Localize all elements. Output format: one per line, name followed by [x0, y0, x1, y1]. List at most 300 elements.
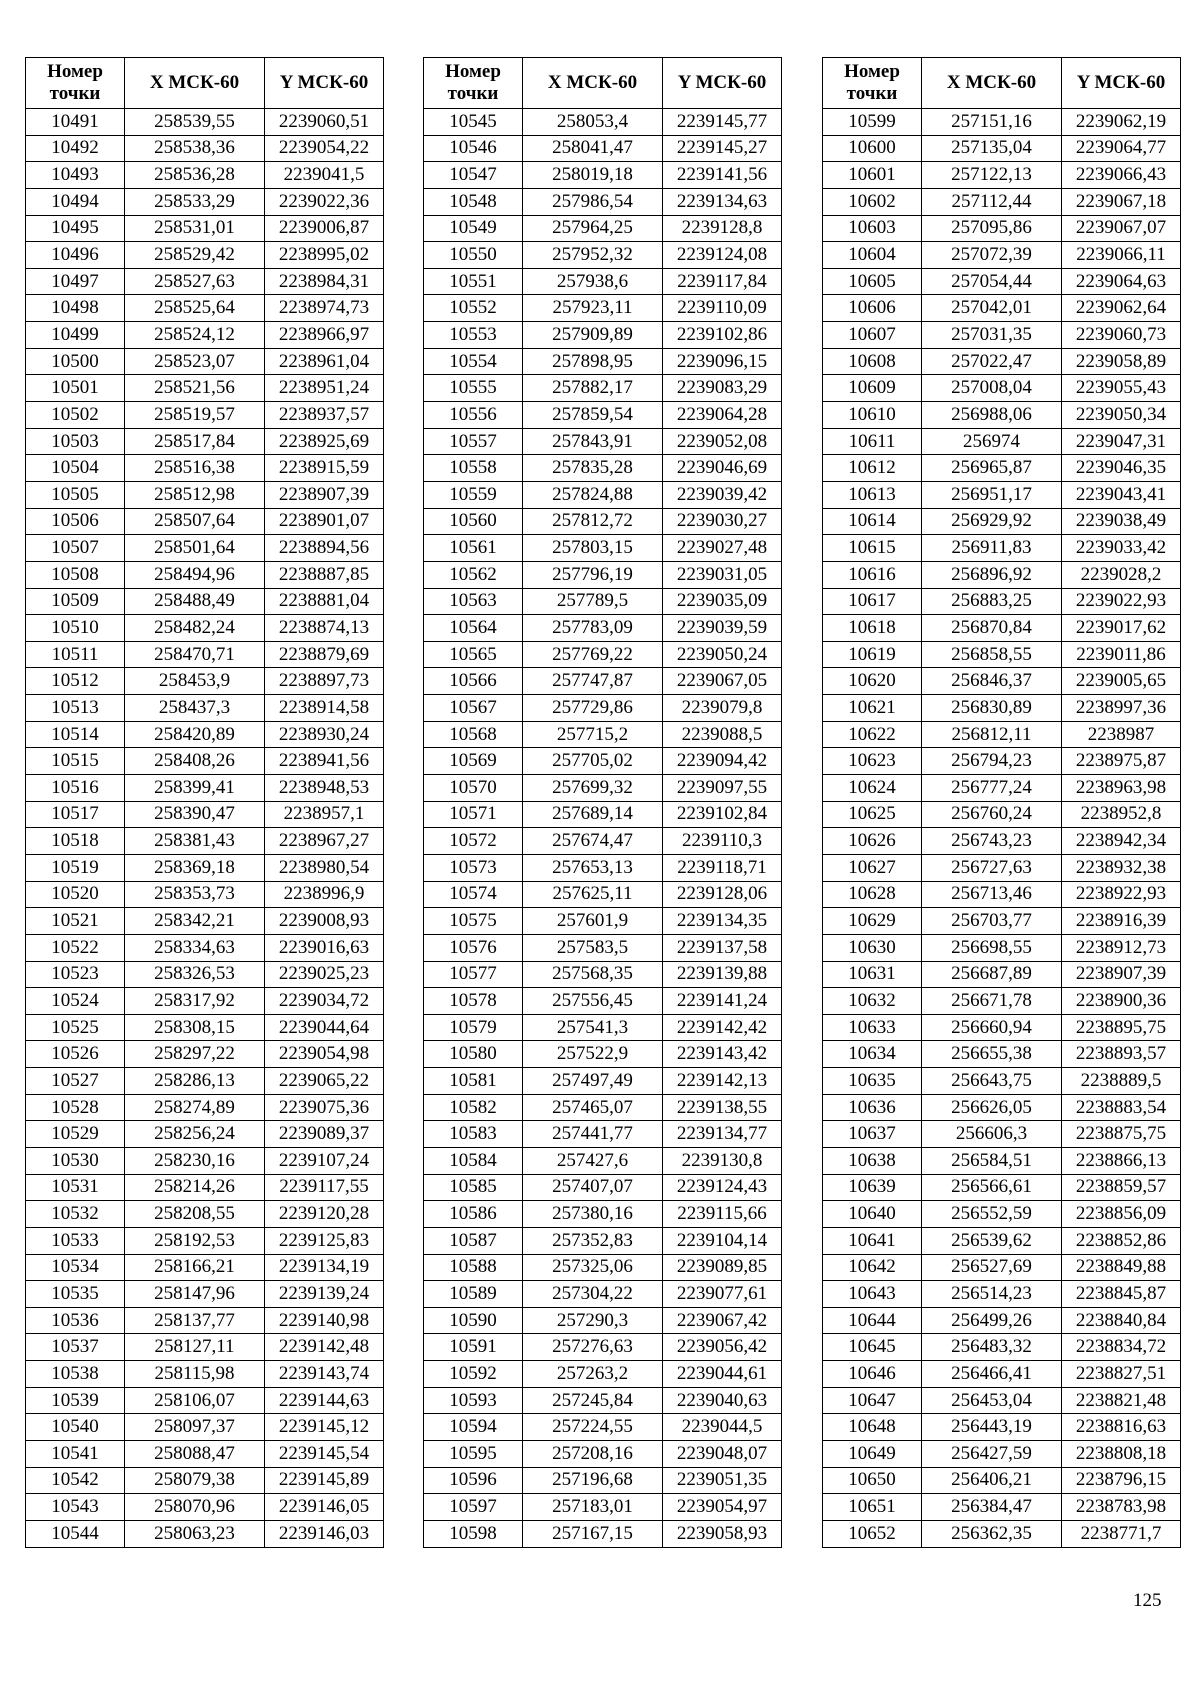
table-header — [424, 58, 782, 109]
table-row — [823, 908, 1181, 935]
y-coordinate-cell: 2238966,97 — [265, 322, 384, 349]
page-number: 125 — [1133, 1590, 1162, 1611]
y-coordinate-cell: 2239110,3 — [663, 828, 782, 855]
table-row — [823, 1121, 1181, 1148]
x-coordinate-cell: 257986,54 — [523, 188, 663, 215]
x-coordinate-cell: 258470,71 — [125, 641, 265, 668]
table-row — [424, 109, 782, 136]
point-number-cell: 10602 — [823, 188, 922, 215]
point-number-cell: 10570 — [424, 775, 523, 802]
table-row — [823, 828, 1181, 855]
table-row — [26, 188, 384, 215]
point-number-cell: 10563 — [424, 588, 523, 615]
x-coordinate-cell: 258137,77 — [125, 1307, 265, 1334]
point-number-cell: 10561 — [424, 535, 523, 562]
y-coordinate-cell: 2239077,61 — [663, 1281, 782, 1308]
x-coordinate-cell: 257290,3 — [523, 1307, 663, 1334]
table-row — [26, 1307, 384, 1334]
x-coordinate-cell: 257859,54 — [523, 402, 663, 429]
x-coordinate-cell: 256929,92 — [922, 508, 1062, 535]
point-number-cell: 10575 — [424, 908, 523, 935]
table-row — [26, 775, 384, 802]
x-coordinate-cell: 257898,95 — [523, 348, 663, 375]
x-coordinate-cell: 258523,07 — [125, 348, 265, 375]
x-coordinate-cell: 258437,3 — [125, 695, 265, 722]
table-row — [424, 588, 782, 615]
table-row — [26, 1281, 384, 1308]
x-coordinate-cell: 256698,55 — [922, 934, 1062, 961]
x-coordinate-cell: 256566,61 — [922, 1174, 1062, 1201]
x-coordinate-cell: 257042,01 — [922, 295, 1062, 322]
x-coordinate-cell: 256427,59 — [922, 1441, 1062, 1468]
x-coordinate-cell: 256883,25 — [922, 588, 1062, 615]
x-coordinate-cell: 257276,63 — [523, 1334, 663, 1361]
table-row — [823, 721, 1181, 748]
y-coordinate-cell: 2239088,5 — [663, 721, 782, 748]
x-coordinate-cell: 257224,55 — [523, 1414, 663, 1441]
x-coordinate-cell: 257568,35 — [523, 961, 663, 988]
table-row — [26, 1041, 384, 1068]
table-row — [424, 828, 782, 855]
table-row — [424, 881, 782, 908]
y-coordinate-cell: 2238995,02 — [265, 242, 384, 269]
y-coordinate-cell: 2239031,05 — [663, 561, 782, 588]
point-number-cell: 10525 — [26, 1014, 125, 1041]
y-coordinate-cell: 2239142,48 — [265, 1334, 384, 1361]
y-coordinate-cell: 2239056,42 — [663, 1334, 782, 1361]
y-coordinate-cell: 2238783,98 — [1062, 1494, 1181, 1521]
table-row — [424, 961, 782, 988]
table-row — [26, 535, 384, 562]
point-number-cell: 10600 — [823, 135, 922, 162]
y-coordinate-cell: 2239046,35 — [1062, 455, 1181, 482]
y-coordinate-cell: 2239124,43 — [663, 1174, 782, 1201]
y-coordinate-cell: 2239146,05 — [265, 1494, 384, 1521]
table-row — [424, 1121, 782, 1148]
x-coordinate-cell: 256660,94 — [922, 1014, 1062, 1041]
point-number-cell: 10621 — [823, 695, 922, 722]
x-coordinate-cell: 257008,04 — [922, 375, 1062, 402]
point-number-cell: 10553 — [424, 322, 523, 349]
point-number-cell: 10631 — [823, 961, 922, 988]
y-coordinate-cell: 2238894,56 — [265, 535, 384, 562]
point-number-cell: 10521 — [26, 908, 125, 935]
point-number-cell: 10641 — [823, 1227, 922, 1254]
y-coordinate-cell: 2239025,23 — [265, 961, 384, 988]
x-coordinate-cell: 257541,3 — [523, 1014, 663, 1041]
point-number-cell: 10568 — [424, 721, 523, 748]
point-number-cell: 10645 — [823, 1334, 922, 1361]
y-coordinate-cell: 2238796,15 — [1062, 1467, 1181, 1494]
x-coordinate-cell: 256527,69 — [922, 1254, 1062, 1281]
table-row — [823, 242, 1181, 269]
table-row — [424, 1254, 782, 1281]
y-coordinate-cell: 2238771,7 — [1062, 1520, 1181, 1547]
y-coordinate-cell: 2238967,27 — [265, 828, 384, 855]
y-coordinate-cell: 2239134,19 — [265, 1254, 384, 1281]
y-coordinate-cell: 2239124,08 — [663, 242, 782, 269]
point-number-cell: 10502 — [26, 402, 125, 429]
point-number-cell: 10615 — [823, 535, 922, 562]
table-row — [424, 1334, 782, 1361]
x-coordinate-cell: 258334,63 — [125, 934, 265, 961]
table-row — [26, 748, 384, 775]
y-coordinate-cell: 2238997,36 — [1062, 695, 1181, 722]
table-row — [424, 508, 782, 535]
x-coordinate-cell: 257135,04 — [922, 135, 1062, 162]
y-coordinate-cell: 2239034,72 — [265, 988, 384, 1015]
table-row — [424, 1174, 782, 1201]
y-coordinate-cell: 2238827,51 — [1062, 1361, 1181, 1388]
point-number-cell: 10493 — [26, 162, 125, 189]
y-coordinate-cell: 2239115,66 — [663, 1201, 782, 1228]
point-number-cell: 10537 — [26, 1334, 125, 1361]
point-number-cell: 10643 — [823, 1281, 922, 1308]
point-number-cell: 10511 — [26, 641, 125, 668]
y-coordinate-cell: 2239006,87 — [265, 215, 384, 242]
y-coordinate-cell: 2239016,63 — [265, 934, 384, 961]
table-row — [26, 1414, 384, 1441]
x-coordinate-cell: 257245,84 — [523, 1387, 663, 1414]
y-coordinate-cell: 2239145,54 — [265, 1441, 384, 1468]
y-coordinate-cell: 2238875,75 — [1062, 1121, 1181, 1148]
table-row — [424, 1307, 782, 1334]
y-coordinate-cell: 2238893,57 — [1062, 1041, 1181, 1068]
y-coordinate-cell: 2239142,42 — [663, 1014, 782, 1041]
point-number-cell: 10610 — [823, 402, 922, 429]
x-coordinate-cell: 258274,89 — [125, 1094, 265, 1121]
table-row — [823, 322, 1181, 349]
table-row — [424, 615, 782, 642]
point-number-cell: 10626 — [823, 828, 922, 855]
y-coordinate-cell: 2239058,93 — [663, 1520, 782, 1547]
table-row — [823, 135, 1181, 162]
point-number-cell: 10633 — [823, 1014, 922, 1041]
table-row — [26, 854, 384, 881]
point-number-cell: 10620 — [823, 668, 922, 695]
y-coordinate-cell: 2238883,54 — [1062, 1094, 1181, 1121]
point-number-cell: 10634 — [823, 1041, 922, 1068]
y-coordinate-cell: 2238849,88 — [1062, 1254, 1181, 1281]
point-number-cell: 10519 — [26, 854, 125, 881]
y-coordinate-cell: 2239067,42 — [663, 1307, 782, 1334]
y-coordinate-cell: 2239096,15 — [663, 348, 782, 375]
y-coordinate-cell: 2239064,28 — [663, 402, 782, 429]
y-coordinate-cell: 2239146,03 — [265, 1520, 384, 1547]
x-coordinate-cell: 256483,32 — [922, 1334, 1062, 1361]
point-number-cell: 10549 — [424, 215, 523, 242]
x-coordinate-cell: 256626,05 — [922, 1094, 1062, 1121]
table-row — [823, 1014, 1181, 1041]
point-number-cell: 10491 — [26, 109, 125, 136]
table-row — [424, 775, 782, 802]
y-coordinate-cell: 2239055,43 — [1062, 375, 1181, 402]
point-number-cell: 10613 — [823, 481, 922, 508]
y-coordinate-cell: 2239142,13 — [663, 1068, 782, 1095]
point-number-cell: 10520 — [26, 881, 125, 908]
x-coordinate-cell: 257705,02 — [523, 748, 663, 775]
table-row — [424, 641, 782, 668]
point-number-cell: 10639 — [823, 1174, 922, 1201]
x-coordinate-cell: 256362,35 — [922, 1520, 1062, 1547]
y-coordinate-cell: 2239035,09 — [663, 588, 782, 615]
y-coordinate-cell: 2239047,31 — [1062, 428, 1181, 455]
x-coordinate-cell: 257263,2 — [523, 1361, 663, 1388]
table-row — [823, 1361, 1181, 1388]
table-row — [424, 695, 782, 722]
table-row — [424, 721, 782, 748]
y-coordinate-cell: 2239089,85 — [663, 1254, 782, 1281]
y-coordinate-cell: 2239022,93 — [1062, 588, 1181, 615]
y-coordinate-cell: 2238889,5 — [1062, 1068, 1181, 1095]
y-coordinate-cell: 2239143,74 — [265, 1361, 384, 1388]
point-number-cell: 10598 — [424, 1520, 523, 1547]
table-row — [424, 481, 782, 508]
x-coordinate-cell: 258147,96 — [125, 1281, 265, 1308]
point-number-cell: 10555 — [424, 375, 523, 402]
x-coordinate-cell: 258079,38 — [125, 1467, 265, 1494]
table-row — [26, 561, 384, 588]
table-row — [823, 881, 1181, 908]
x-coordinate-cell: 256539,62 — [922, 1227, 1062, 1254]
point-number-cell: 10619 — [823, 641, 922, 668]
x-coordinate-cell: 256812,11 — [922, 721, 1062, 748]
x-coordinate-cell: 257715,2 — [523, 721, 663, 748]
table-row — [26, 1520, 384, 1547]
x-coordinate-cell: 257054,44 — [922, 268, 1062, 295]
table-row — [26, 1147, 384, 1174]
point-number-cell: 10531 — [26, 1174, 125, 1201]
point-number-cell: 10543 — [26, 1494, 125, 1521]
table-row — [26, 215, 384, 242]
table-row — [26, 588, 384, 615]
table-row — [424, 375, 782, 402]
x-coordinate-cell: 257923,11 — [523, 295, 663, 322]
x-coordinate-cell: 256713,46 — [922, 881, 1062, 908]
point-number-cell: 10637 — [823, 1121, 922, 1148]
x-coordinate-cell: 258512,98 — [125, 481, 265, 508]
y-coordinate-cell: 2239097,55 — [663, 775, 782, 802]
point-number-cell: 10592 — [424, 1361, 523, 1388]
x-coordinate-cell: 258517,84 — [125, 428, 265, 455]
y-coordinate-cell: 2238948,53 — [265, 775, 384, 802]
point-number-cell: 10652 — [823, 1520, 922, 1547]
table-row — [26, 1361, 384, 1388]
x-coordinate-cell: 258501,64 — [125, 535, 265, 562]
point-number-cell: 10551 — [424, 268, 523, 295]
y-coordinate-cell: 2239052,08 — [663, 428, 782, 455]
y-coordinate-cell: 2239044,5 — [663, 1414, 782, 1441]
x-coordinate-cell: 258507,64 — [125, 508, 265, 535]
x-coordinate-cell: 256703,77 — [922, 908, 1062, 935]
x-coordinate-cell: 258297,22 — [125, 1041, 265, 1068]
x-coordinate-cell: 257783,09 — [523, 615, 663, 642]
table-row — [424, 322, 782, 349]
x-coordinate-cell: 256988,06 — [922, 402, 1062, 429]
x-coordinate-cell: 256514,23 — [922, 1281, 1062, 1308]
y-coordinate-cell: 2239044,61 — [663, 1361, 782, 1388]
x-coordinate-cell: 256896,92 — [922, 561, 1062, 588]
x-coordinate-cell: 256655,38 — [922, 1041, 1062, 1068]
x-coordinate-cell: 256951,17 — [922, 481, 1062, 508]
table-row — [823, 1147, 1181, 1174]
point-number-cell: 10539 — [26, 1387, 125, 1414]
table-row — [26, 135, 384, 162]
point-number-cell: 10569 — [424, 748, 523, 775]
point-number-cell: 10547 — [424, 162, 523, 189]
point-number-cell: 10500 — [26, 348, 125, 375]
x-coordinate-cell: 256671,78 — [922, 988, 1062, 1015]
table-row — [424, 1414, 782, 1441]
x-coordinate-cell: 257112,44 — [922, 188, 1062, 215]
point-number-cell: 10522 — [26, 934, 125, 961]
table-row — [26, 481, 384, 508]
table-row — [26, 1494, 384, 1521]
point-number-cell: 10614 — [823, 508, 922, 535]
table-row — [26, 641, 384, 668]
y-coordinate-cell: 2239144,63 — [265, 1387, 384, 1414]
y-coordinate-cell: 2239134,63 — [663, 188, 782, 215]
y-coordinate-cell: 2239066,43 — [1062, 162, 1181, 189]
y-coordinate-cell: 2239005,65 — [1062, 668, 1181, 695]
table-row — [823, 162, 1181, 189]
table-row — [823, 1414, 1181, 1441]
point-number-cell: 10651 — [823, 1494, 922, 1521]
x-coordinate-cell: 258494,96 — [125, 561, 265, 588]
point-number-cell: 10603 — [823, 215, 922, 242]
y-coordinate-cell: 2239017,62 — [1062, 615, 1181, 642]
y-coordinate-cell: 2239067,18 — [1062, 188, 1181, 215]
x-coordinate-cell: 256870,84 — [922, 615, 1062, 642]
x-coordinate-cell: 257441,77 — [523, 1121, 663, 1148]
x-coordinate-cell: 258399,41 — [125, 775, 265, 802]
x-coordinate-cell: 257072,39 — [922, 242, 1062, 269]
table-row — [823, 695, 1181, 722]
x-coordinate-cell: 258521,56 — [125, 375, 265, 402]
table-row — [823, 1174, 1181, 1201]
x-coordinate-cell: 258353,73 — [125, 881, 265, 908]
x-coordinate-cell: 258115,98 — [125, 1361, 265, 1388]
point-number-cell: 10630 — [823, 934, 922, 961]
point-number-cell: 10532 — [26, 1201, 125, 1228]
x-coordinate-cell: 258453,9 — [125, 668, 265, 695]
x-coordinate-cell: 257427,6 — [523, 1147, 663, 1174]
y-coordinate-cell: 2239044,64 — [265, 1014, 384, 1041]
table-row — [823, 775, 1181, 802]
x-coordinate-cell: 257151,16 — [922, 109, 1062, 136]
x-coordinate-cell: 257380,16 — [523, 1201, 663, 1228]
table-row — [26, 1387, 384, 1414]
y-coordinate-cell: 2238922,93 — [1062, 881, 1181, 908]
y-coordinate-cell: 2239117,84 — [663, 268, 782, 295]
y-coordinate-cell: 2238881,04 — [265, 588, 384, 615]
table-row — [823, 748, 1181, 775]
point-number-cell: 10609 — [823, 375, 922, 402]
point-number-cell: 10533 — [26, 1227, 125, 1254]
x-coordinate-cell: 258536,28 — [125, 162, 265, 189]
x-coordinate-cell: 256965,87 — [922, 455, 1062, 482]
table-row — [823, 1387, 1181, 1414]
table-row — [26, 881, 384, 908]
table-row — [26, 322, 384, 349]
y-coordinate-cell: 2239054,97 — [663, 1494, 782, 1521]
x-coordinate-cell: 258088,47 — [125, 1441, 265, 1468]
table-row — [823, 668, 1181, 695]
point-number-cell: 10495 — [26, 215, 125, 242]
x-coordinate-cell: 256743,23 — [922, 828, 1062, 855]
y-coordinate-cell: 2239028,2 — [1062, 561, 1181, 588]
table-row — [26, 801, 384, 828]
x-coordinate-cell: 257208,16 — [523, 1441, 663, 1468]
table-row — [823, 295, 1181, 322]
point-number-cell: 10550 — [424, 242, 523, 269]
table-row — [823, 615, 1181, 642]
point-number-cell: 10636 — [823, 1094, 922, 1121]
point-number-cell: 10618 — [823, 615, 922, 642]
table-row — [424, 402, 782, 429]
y-coordinate-cell: 2238856,09 — [1062, 1201, 1181, 1228]
point-number-cell: 10642 — [823, 1254, 922, 1281]
y-coordinate-cell: 2238900,36 — [1062, 988, 1181, 1015]
y-coordinate-cell: 2238925,69 — [265, 428, 384, 455]
point-number-cell: 10506 — [26, 508, 125, 535]
y-coordinate-cell: 2239125,83 — [265, 1227, 384, 1254]
x-coordinate-cell: 257729,86 — [523, 695, 663, 722]
table-row — [26, 1014, 384, 1041]
point-number-cell: 10565 — [424, 641, 523, 668]
table-row — [26, 455, 384, 482]
point-number-cell: 10640 — [823, 1201, 922, 1228]
point-number-cell: 10542 — [26, 1467, 125, 1494]
y-coordinate-cell: 2238808,18 — [1062, 1441, 1181, 1468]
table-row — [26, 721, 384, 748]
x-coordinate-cell: 258390,47 — [125, 801, 265, 828]
point-number-cell: 10612 — [823, 455, 922, 482]
point-number-cell: 10650 — [823, 1467, 922, 1494]
y-coordinate-cell: 2239145,12 — [265, 1414, 384, 1441]
x-coordinate-cell: 257196,68 — [523, 1467, 663, 1494]
x-coordinate-cell: 256453,04 — [922, 1387, 1062, 1414]
point-number-cell: 10585 — [424, 1174, 523, 1201]
table-row — [424, 1494, 782, 1521]
x-coordinate-cell: 257796,19 — [523, 561, 663, 588]
table-row — [424, 988, 782, 1015]
table-row — [424, 1041, 782, 1068]
y-coordinate-cell: 2239145,27 — [663, 135, 782, 162]
y-coordinate-cell: 2239050,24 — [663, 641, 782, 668]
y-coordinate-cell: 2239027,48 — [663, 535, 782, 562]
table-row — [424, 934, 782, 961]
point-number-cell: 10583 — [424, 1121, 523, 1148]
y-coordinate-cell: 2239137,58 — [663, 934, 782, 961]
point-number-cell: 10517 — [26, 801, 125, 828]
point-number-cell: 10523 — [26, 961, 125, 988]
point-number-cell: 10587 — [424, 1227, 523, 1254]
point-number-cell: 10649 — [823, 1441, 922, 1468]
y-coordinate-cell: 2239128,06 — [663, 881, 782, 908]
y-coordinate-cell: 2239040,63 — [663, 1387, 782, 1414]
y-coordinate-cell: 2238866,13 — [1062, 1147, 1181, 1174]
header-x: X МСК-60 — [125, 58, 265, 109]
table-row — [424, 1281, 782, 1308]
y-coordinate-cell: 2239066,11 — [1062, 242, 1181, 269]
x-coordinate-cell: 257601,9 — [523, 908, 663, 935]
y-coordinate-cell: 2239067,07 — [1062, 215, 1181, 242]
table-row — [424, 215, 782, 242]
table-row — [424, 348, 782, 375]
table-row — [26, 1441, 384, 1468]
x-coordinate-cell: 257183,01 — [523, 1494, 663, 1521]
